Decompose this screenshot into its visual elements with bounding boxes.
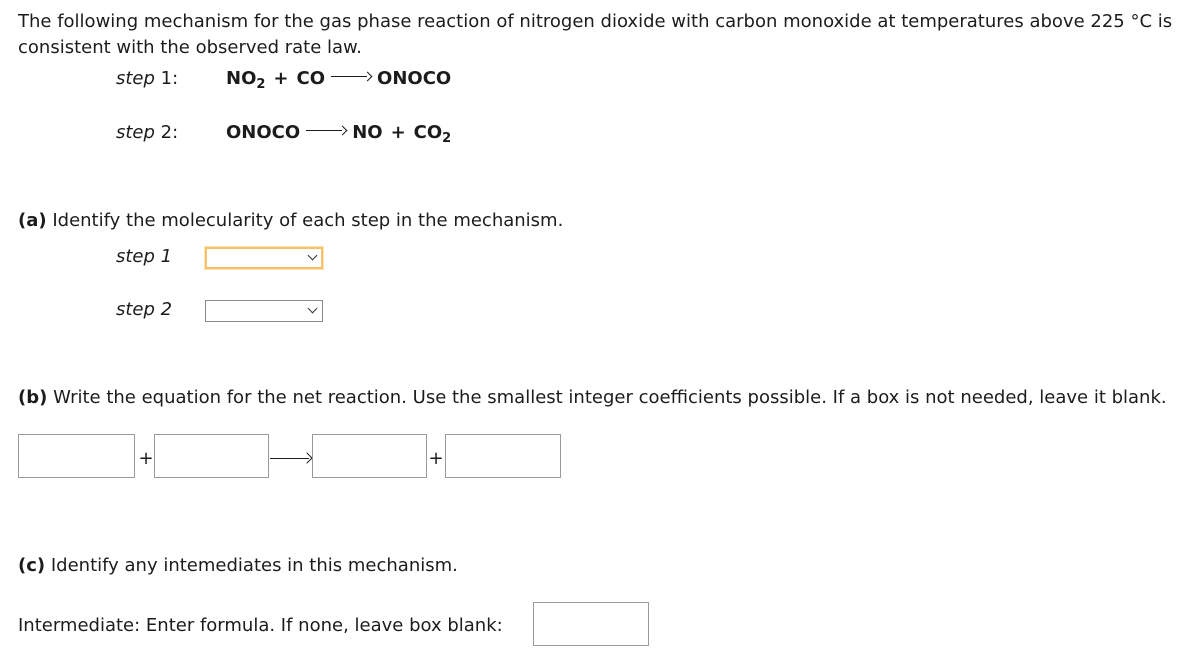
step1-reactant1: $NO_2$ xyxy=(226,68,266,92)
step1-molecularity-select[interactable] xyxy=(205,247,323,269)
step1-plus: + xyxy=(273,68,289,89)
intro-text: The following mechanism for the gas phase reaction of nitrogen dioxide with carbon monoxide at temperatures above 225 °C is consistent with the observed rate law. xyxy=(18,11,1173,58)
chevron-down-icon xyxy=(308,304,318,314)
part-c-letter: (c) xyxy=(18,555,46,576)
step1-label-word: step xyxy=(116,68,155,89)
part-c-heading xyxy=(18,555,458,576)
step2-plus: + xyxy=(390,122,406,143)
part-a-text: Identify the molecularity of each step in the mechanism. xyxy=(52,210,564,231)
step2-label-num: 2 xyxy=(160,122,173,143)
step2-label-word: step xyxy=(116,122,155,143)
step1-label-num: 1 xyxy=(160,68,173,89)
step2-label xyxy=(116,122,178,143)
step2-product2: $CO_2$ xyxy=(413,122,452,146)
part-b-letter: (b) xyxy=(18,387,48,408)
step2-molecularity-select[interactable] xyxy=(205,300,323,322)
net-product1-field[interactable] xyxy=(313,435,426,477)
step2-equation xyxy=(226,122,452,146)
right-arrow-icon xyxy=(306,125,346,135)
net-reactant1-input[interactable] xyxy=(18,434,135,478)
part-a-letter: (a) xyxy=(18,210,47,231)
intermediate-label: Intermediate: Enter formula. If none, leave box blank: xyxy=(18,615,503,636)
part-a-step1-label: step 1 xyxy=(116,246,173,267)
net-product1-input[interactable] xyxy=(312,434,427,478)
intermediate-field[interactable] xyxy=(534,603,648,645)
chevron-down-icon xyxy=(308,251,318,261)
right-arrow-icon xyxy=(331,71,371,81)
net-reactant1-field[interactable] xyxy=(19,435,134,477)
step1-equation xyxy=(226,68,452,92)
net-reactant2-input[interactable] xyxy=(154,434,269,478)
step1-label xyxy=(116,68,178,89)
step2-product1: NO xyxy=(352,122,383,143)
intermediate-input[interactable] xyxy=(533,602,649,646)
step2-label-colon: : xyxy=(172,122,179,143)
net-reactant2-field[interactable] xyxy=(155,435,268,477)
part-c-text: Identify any intemediates in this mechanism. xyxy=(50,555,458,576)
part-a-step2-label: step 2 xyxy=(116,299,173,320)
right-arrow-icon xyxy=(270,452,312,464)
net-plus-left: + xyxy=(138,448,154,469)
net-product2-field[interactable] xyxy=(446,435,560,477)
step1-product1: ONOCO xyxy=(377,68,452,89)
part-b-text: Write the equation for the net reaction. Use the smallest integer coefficients possible. If a box is not needed, leave it blank. xyxy=(53,387,1167,408)
step1-reactant2: CO xyxy=(296,68,326,89)
net-product2-input[interactable] xyxy=(445,434,561,478)
step2-reactant1: ONOCO xyxy=(226,122,301,143)
net-plus-right: + xyxy=(428,448,444,469)
step1-label-colon: : xyxy=(172,68,179,89)
part-a-heading xyxy=(18,210,563,231)
part-b-heading xyxy=(18,387,1167,408)
